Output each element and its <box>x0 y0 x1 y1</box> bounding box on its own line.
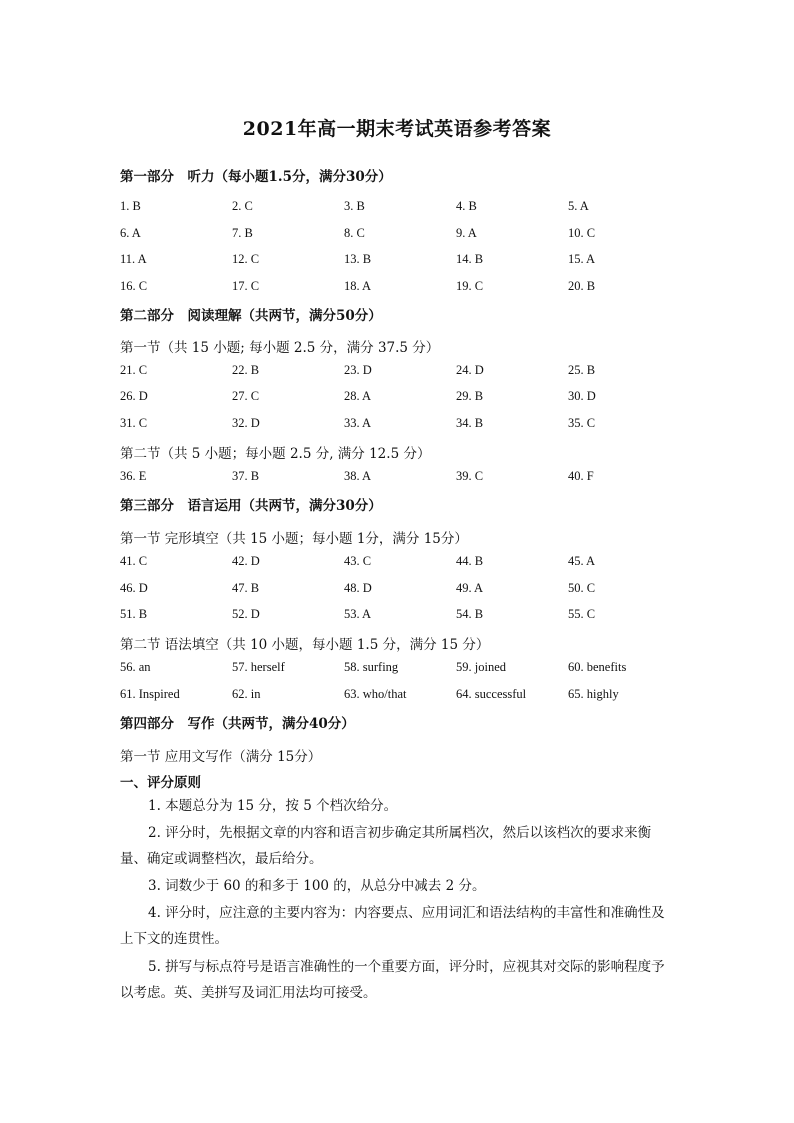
answer-item: 40. F <box>568 469 594 483</box>
answer-row <box>120 554 720 574</box>
part4-heading: 第四部分 写作（共两节，满分40分） <box>120 716 355 732</box>
answer-item: 17. C <box>232 279 260 293</box>
answer-item: 27. C <box>232 389 260 403</box>
answer-item: 22. B <box>232 363 260 377</box>
scoring-principles-heading: 一、评分原则 <box>120 775 201 791</box>
answer-item: 56. an <box>120 660 151 674</box>
part2-section2-heading: 第二节（共 5 小题；每小题 2.5 分, 满分 12.5 分） <box>120 446 431 462</box>
answer-item: 25. B <box>568 363 596 377</box>
answer-item: 19. C <box>456 279 484 293</box>
answer-row <box>120 687 720 707</box>
answer-item: 34. B <box>456 416 484 430</box>
answer-item: 53. A <box>344 607 372 621</box>
answer-row <box>120 660 720 680</box>
answer-item: 12. C <box>232 252 260 266</box>
answer-item: 52. D <box>232 607 260 621</box>
answer-item: 31. C <box>120 416 148 430</box>
answer-item: 35. C <box>568 416 596 430</box>
answer-item: 28. A <box>344 389 372 403</box>
answer-item: 23. D <box>344 363 372 377</box>
answer-item: 47. B <box>232 581 260 595</box>
answer-item: 14. B <box>456 252 484 266</box>
answer-item: 51. B <box>120 607 148 621</box>
answer-item: 60. benefits <box>568 660 627 674</box>
answer-item: 10. C <box>568 226 596 240</box>
principle-item: 2. 评分时，先根据文章的内容和语言初步确定其所属档次，然后以该档次的要求来衡量、确定或调整档次，最后给分。 <box>120 825 652 867</box>
answer-item: 32. D <box>232 416 260 430</box>
answer-item: 26. D <box>120 389 148 403</box>
answer-item: 16. C <box>120 279 148 293</box>
answer-item: 4. B <box>456 199 477 213</box>
answer-item: 37. B <box>232 469 260 483</box>
answer-item: 7. B <box>232 226 253 240</box>
answer-item: 63. who/that <box>344 687 407 701</box>
part3-heading: 第三部分 语言运用（共两节，满分30分） <box>120 498 382 514</box>
part4-section1-heading: 第一节 应用文写作（满分 15分） <box>120 749 322 765</box>
part1-heading: 第一部分 听力（每小题1.5分，满分30分） <box>120 169 392 185</box>
answer-item: 42. D <box>232 554 260 568</box>
answer-item: 2. C <box>232 199 253 213</box>
answer-item: 46. D <box>120 581 148 595</box>
principle-item: 1. 本题总分为 15 分，按 5 个档次给分。 <box>148 798 398 814</box>
answer-item: 48. D <box>344 581 372 595</box>
part2-heading: 第二部分 阅读理解（共两节，满分50分） <box>120 308 382 324</box>
answer-item: 20. B <box>568 279 596 293</box>
answer-item: 21. C <box>120 363 148 377</box>
answer-row <box>120 469 720 489</box>
part3-section1-heading: 第一节 完形填空（共 15 小题；每小题 1分，满分 15分） <box>120 531 468 547</box>
answer-row <box>120 416 720 436</box>
answer-item: 24. D <box>456 363 484 377</box>
answer-item: 3. B <box>344 199 365 213</box>
part2-section1-heading: 第一节（共 15 小题; 每小题 2.5 分，满分 37.5 分） <box>120 340 440 356</box>
principle-item: 3. 词数少于 60 的和多于 100 的，从总分中减去 2 分。 <box>148 878 486 894</box>
answer-item: 49. A <box>456 581 484 595</box>
answer-item: 30. D <box>568 389 596 403</box>
answer-row <box>120 199 720 219</box>
answer-item: 8. C <box>344 226 365 240</box>
answer-item: 54. B <box>456 607 484 621</box>
answer-item: 62. in <box>232 687 261 701</box>
answer-item: 36. E <box>120 469 147 483</box>
answer-item: 58. surfing <box>344 660 399 674</box>
answer-row <box>120 389 720 409</box>
answer-item: 39. C <box>456 469 484 483</box>
answer-item: 55. C <box>568 607 596 621</box>
answer-item: 9. A <box>456 226 477 240</box>
answer-item: 43. C <box>344 554 372 568</box>
answer-row <box>120 607 720 627</box>
answer-item: 6. A <box>120 226 141 240</box>
answer-row <box>120 363 720 383</box>
part3-section2-heading: 第二节 语法填空（共 10 小题，每小题 1.5 分，满分 15 分） <box>120 637 490 653</box>
answer-item: 5. A <box>568 199 589 213</box>
answer-item: 65. highly <box>568 687 619 701</box>
answer-row <box>120 252 720 272</box>
answer-row <box>120 226 720 246</box>
answer-item: 41. C <box>120 554 148 568</box>
answer-item: 1. B <box>120 199 141 213</box>
page-title: 2021年高一期末考试英语参考答案 <box>242 118 552 140</box>
answer-row <box>120 581 720 601</box>
answer-item: 61. Inspired <box>120 687 180 701</box>
answer-item: 33. A <box>344 416 372 430</box>
answer-row <box>120 279 720 299</box>
answer-item: 64. successful <box>456 687 527 701</box>
answer-item: 45. A <box>568 554 596 568</box>
answer-item: 29. B <box>456 389 484 403</box>
answer-item: 50. C <box>568 581 596 595</box>
answer-item: 38. A <box>344 469 372 483</box>
answer-item: 11. A <box>120 252 147 266</box>
answer-item: 13. B <box>344 252 372 266</box>
principle-item: 5. 拼写与标点符号是语言准确性的一个重要方面，评分时，应视其对交际的影响程度予以考虑。英、美拼写及词汇用法均可接受。 <box>120 959 665 1001</box>
principle-item: 4. 评分时，应注意的主要内容为：内容要点、应用词汇和语法结构的丰富性和准确性及上下文的连贯性。 <box>120 905 665 947</box>
answer-item: 59. joined <box>456 660 506 674</box>
answer-item: 18. A <box>344 279 372 293</box>
answer-item: 44. B <box>456 554 484 568</box>
answer-item: 15. A <box>568 252 596 266</box>
answer-item: 57. herself <box>232 660 285 674</box>
